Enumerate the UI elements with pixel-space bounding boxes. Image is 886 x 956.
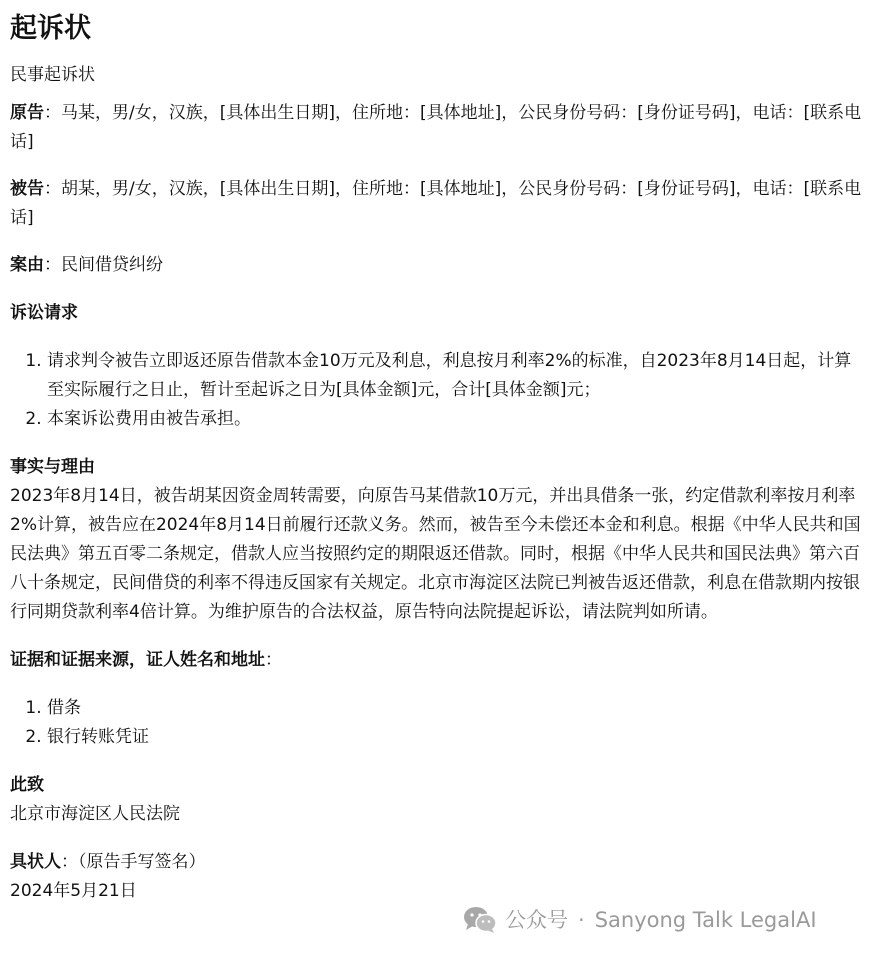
- facts-heading: 事实与理由: [10, 457, 95, 477]
- list-item: 2. 银行转账凭证: [47, 723, 864, 752]
- plaintiff-paragraph: [10, 99, 864, 157]
- document-title: 起诉状: [10, 13, 91, 44]
- cause-paragraph: [10, 251, 864, 280]
- signer-paragraph: [10, 848, 864, 877]
- defendant-paragraph: [10, 175, 864, 233]
- cause-text: ：民间借贷纠纷: [44, 255, 163, 275]
- court-name: 北京市海淀区人民法院: [10, 804, 180, 824]
- wechat-icon: [463, 906, 497, 934]
- claims-list: [10, 347, 864, 434]
- plaintiff-text: ：马某，男/女，汉族，[具体出生日期]，住所地：[具体地址]，公民身份号码：[身份证号码]，电话：[联系电话]: [10, 103, 862, 152]
- list-item: 1. 借条: [47, 694, 864, 723]
- document-subtitle: 民事起诉状: [10, 65, 95, 85]
- list-item: 2. 本案诉讼费用由被告承担。: [47, 405, 864, 434]
- defendant-text: ：胡某，男/女，汉族，[具体出生日期]，住所地：[具体地址]，公民身份号码：[身份证号码]，电话：[联系电话]: [10, 179, 862, 228]
- evidence-label: 证据和证据来源，证人姓名和地址: [10, 650, 265, 670]
- signer-text: ：（原告手写签名）: [61, 852, 206, 872]
- defendant-label: 被告: [10, 179, 44, 199]
- watermark-separator: ·: [578, 907, 585, 932]
- evidence-list: [10, 694, 864, 752]
- watermark-name: Sanyong Talk LegalAI: [594, 907, 817, 932]
- watermark-account: 公众号: [505, 907, 568, 932]
- signer-label: 具状人: [10, 852, 61, 872]
- plaintiff-label: 原告: [10, 103, 44, 123]
- document: [10, 10, 864, 906]
- claims-heading: 诉讼请求: [10, 303, 78, 323]
- cause-label: 案由: [10, 255, 44, 275]
- signing-date: 2024年5月21日: [10, 881, 137, 901]
- evidence-colon: ：: [265, 650, 282, 670]
- evidence-heading: [10, 646, 864, 675]
- addressee-heading: 此致: [10, 775, 44, 795]
- watermark: [463, 903, 817, 937]
- list-item: 1. 请求判令被告立即返还原告借款本金10万元及利息，利息按月利率2%的标准，自2023年8月14日起，计算至实际履行之日止，暂计至起诉之日为[具体金额]元，合计[具体金额]元；: [47, 347, 864, 405]
- facts-body: 2023年8月14日，被告胡某因资金周转需要，向原告马某借款10万元，并出具借条一张，约定借款利率按月利率2%计算，被告应在2024年8月14日前履行还款义务。然而，被告至今未偿还本金和利息。根据《中华人民共和国民法典》第五百零二条规定，借款人应当按照约定的期限返还借款。同时，根据《中华人民共和国民法典》第六百八十条规定，民间借贷的利率不得违反国家有关规定。北京市海淀区法院已判被告返还借款，利息在借款期内按银行同期贷款利率4倍计算。为维护原告的合法权益，原告特向法院提起诉讼，请法院判如所请。: [10, 486, 861, 622]
